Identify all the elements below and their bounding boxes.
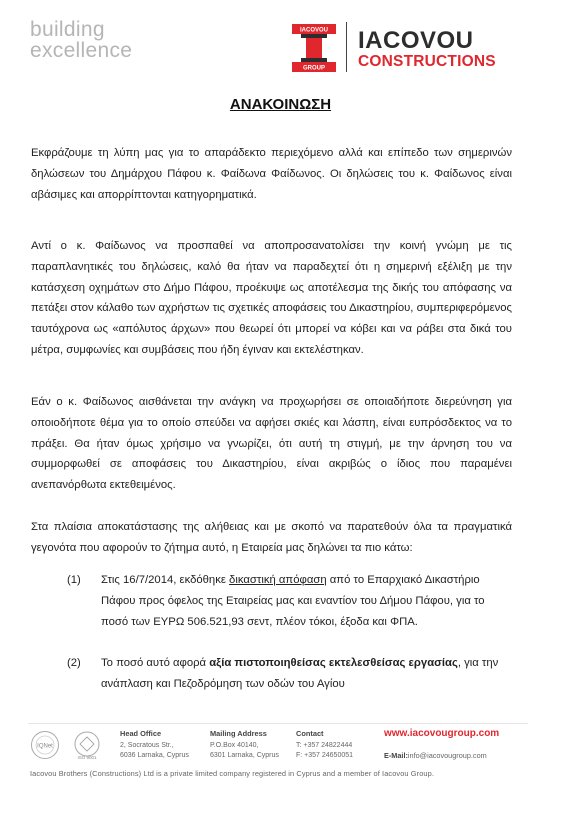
page-title: ΑΝΑΚΟΙΝΩΣΗ — [229, 96, 332, 113]
paragraph-1: Εκφράζουμε τη λύπη μας για το απαράδεκτο περιεχόμενο αλλά και επίπεδο των σημερινών δηλώσεων του Δημάρχου Πάφου κ. Φαίδωνα Φαίδωνος. Οι δηλώσεις του κ. Φαίδωνος είναι αβάσιμες και απορρίπτονται κατηγορηματικά. — [31, 147, 512, 201]
mailing-address-label: Mailing Address — [210, 729, 267, 738]
tagline-line-2: excellence — [30, 39, 133, 62]
logo-divider — [346, 22, 347, 72]
tagline — [30, 19, 132, 61]
logo-bottom-text: GROUP — [302, 65, 326, 72]
head-office-line-1: 2, Socratous Str., — [120, 742, 174, 749]
item-1-post: από το Επαρχιακό Δικαστήριο Πάφου προς όφελος της Εταιρείας μας και εναντίον του Δήμου Πάφου, για το ποσό των ΕΥΡΩ 506.521,93 σεντ, πλέον τόκοι, έξοδα και ΦΠΑ. — [101, 574, 485, 628]
footer-divider — [28, 723, 528, 724]
contact-phone: T: +357 24822444 — [296, 742, 353, 749]
tagline-line-1: building — [30, 18, 105, 41]
iacovou-group-logo — [292, 24, 336, 72]
contact-block — [296, 729, 353, 761]
head-office-line-2: 6036 Larnaka, Cyprus — [120, 752, 189, 759]
cert-1-label: IQNet — [37, 743, 53, 750]
iqnet-certification-icon — [30, 730, 60, 760]
brand-subtitle: CONSTRUCTIONS — [358, 53, 496, 70]
head-office-label: Head Office — [120, 729, 162, 738]
item-2-post: , για την ανάπλαση και Πεζοδρόμηση των οδών του Αγίου — [101, 657, 499, 690]
head-office-block — [120, 729, 189, 761]
contact-fax: F: +357 24650051 — [296, 752, 354, 759]
item-1-number: (1) — [67, 574, 81, 586]
legal-notice: Iacovou Brothers (Constructions) Ltd is a private limited company registered in Cyprus and a member of Iacovou Group. — [30, 769, 434, 778]
item-2-number: (2) — [67, 657, 81, 669]
mailing-line-2: 6301 Larnaka, Cyprus — [210, 752, 279, 759]
court-decision-link[interactable]: δικαστική απόφαση — [229, 574, 327, 586]
email-link[interactable]: info@iacovougroup.com — [407, 751, 487, 760]
item-1-text — [101, 570, 512, 632]
item-2-text — [101, 653, 512, 695]
item-2-pre: Το ποσό αυτό αφορά — [101, 657, 210, 669]
paragraph-4: Στα πλαίσια αποκατάστασης της αλήθειας και με σκοπό να παρατεθούν όλα τα πραγματικά γεγονότα που αφορούν το ζήτημα αυτό, η Εταιρεία μας δηλώνει τα πιο κάτω: — [31, 521, 512, 554]
logo-top-text: IACOVOU — [299, 27, 329, 34]
cert-2-label: ISO 9001 — [77, 755, 97, 760]
website-link[interactable]: www.iacovougroup.com — [384, 728, 500, 739]
item-2-bold: αξία πιστοποιηθείσας εκτελεσθείσας εργασίας — [209, 657, 458, 669]
iso-certification-icon — [72, 730, 102, 760]
brand-name: IACOVOU — [358, 27, 474, 54]
email-label: E-Mail: — [384, 751, 408, 760]
email-line — [384, 751, 487, 760]
contact-label: Contact — [296, 729, 324, 738]
mailing-line-1: P.O.Box 40140, — [210, 742, 259, 749]
mailing-address-block — [210, 729, 279, 761]
item-1-pre: Στις 16/7/2014, εκδόθηκε — [101, 574, 230, 586]
paragraph-3: Εάν ο κ. Φαίδωνος αισθάνεται την ανάγκη να προχωρήσει σε οποιαδήποτε διερεύνηση για οποιοδήποτε θέμα για το οποίο σπεύδει να αφήσει σκιές και λάσπη, είναι ευπρόσδεκτος να το πράξει. Θα ήταν όμως χρήσιμο να γνωρίζει, ότι αυτή τη στιγμή, με την άρνηση του να συμμορφωθεί σε αποφάσεις του Δικαστηρίου, είναι ακριβώς ο ίδιος που παραμένει ανεπανόρθωτα εκτεθειμένος. — [31, 396, 512, 492]
paragraph-2: Αντί ο κ. Φαίδωνος να προσπαθεί να αποπροσανατολίσει την κοινή γνώμη με τις παραπλανητικές του δηλώσεις, καλό θα ήταν να παραδεχτεί ότι η σημερινή εξέλιξη με την κατάσχεση οχημάτων στο Δήμο Πάφου, προέκυψε ως αποτέλεσμα της δικής του απόφασης να πετάξει στον κάλαθο των αχρήστων τις σχετικές αποφάσεις του Δικαστηρίου, συμπεριφερόμενος ταυτόχρονα ως «απόλυτος άρχων» που θεωρεί ότι μπορεί να κόβει και να ράβει στα δικά του μέτρα, συμφωνίες και συμβάσεις που ήδη έγιναν και εκτελέστηκαν. — [31, 240, 512, 356]
